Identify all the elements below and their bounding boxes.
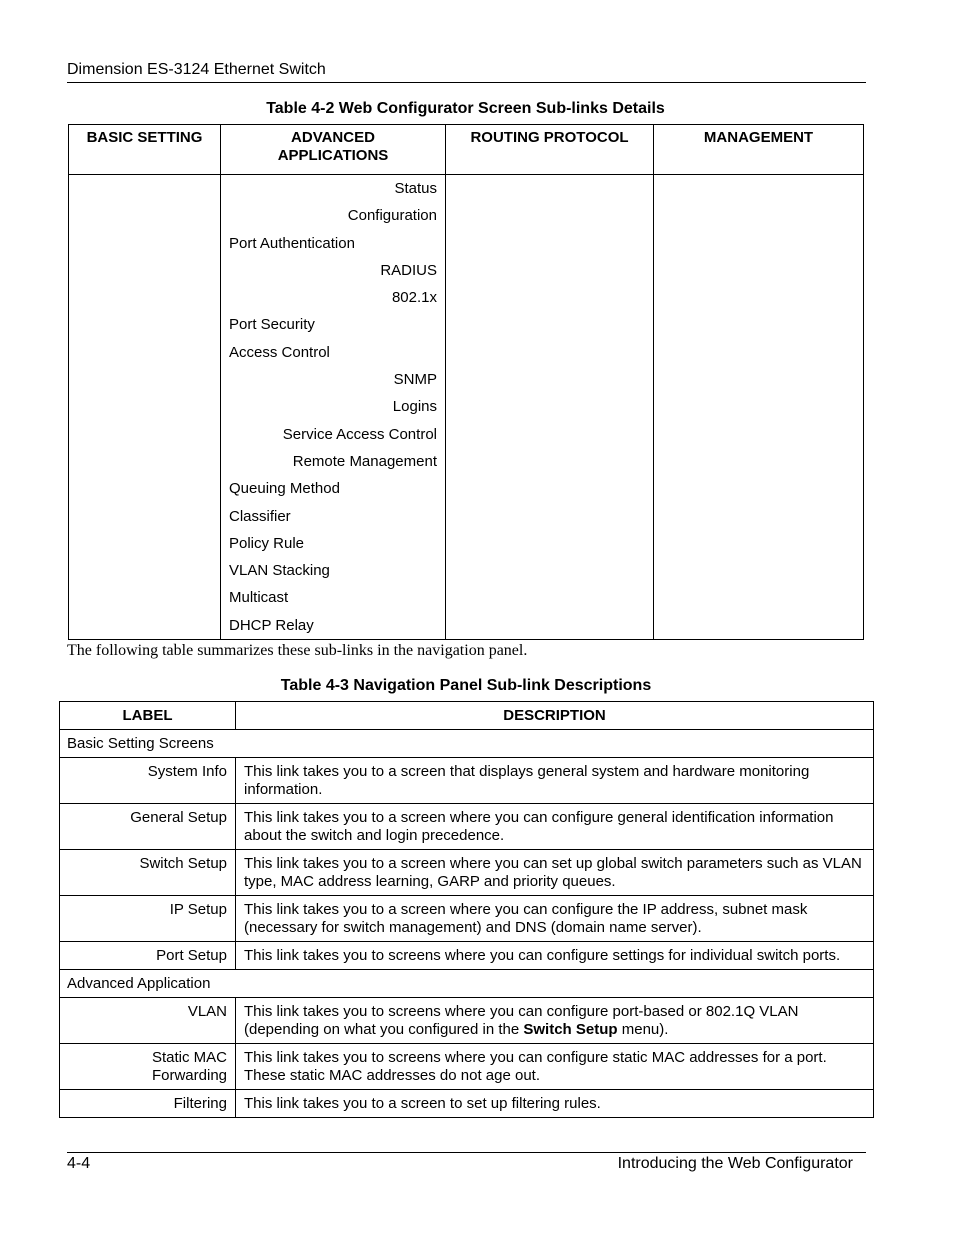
advanced-item: Port Security (229, 316, 315, 334)
table-4-3-caption: Table 4-3 Navigation Panel Sub-link Descriptions (280, 677, 652, 694)
table-row (60, 758, 874, 804)
row-description (236, 998, 874, 1044)
description-text: This link takes you to a screen to set up filtering rules. (244, 1095, 601, 1112)
col-management: MANAGEMENT (654, 125, 864, 175)
row-description (236, 1090, 874, 1118)
advanced-items-list (221, 175, 445, 639)
advanced-item: Port Authentication (229, 234, 355, 252)
intro-paragraph: The following table summarizes these sub-links in the navigation panel. (67, 642, 528, 659)
page-header (67, 60, 866, 83)
advanced-item: 802.1x (391, 289, 437, 307)
advanced-item: Queuing Method (229, 480, 340, 498)
col-basic-setting: BASIC SETTING (69, 125, 221, 175)
section-label: Advanced Application (60, 970, 874, 998)
advanced-applications-cell (221, 175, 446, 640)
row-label: General Setup (60, 804, 236, 850)
advanced-item: VLAN Stacking (229, 562, 330, 580)
description-text: This link takes you to a screen where you can configure the IP address, subnet mask (necessary for switch management) and DNS (domain name server). (244, 901, 808, 936)
table-row (60, 998, 874, 1044)
description-text: This link takes you to a screen where you can set up global switch parameters such as VLAN type, MAC address learning, GARP and priority queues. (244, 855, 862, 890)
management-cell (654, 175, 864, 640)
routing-protocol-cell (446, 175, 654, 640)
chapter-title: Introducing the Web Configurator (617, 1155, 853, 1172)
col-routing-protocol: ROUTING PROTOCOL (446, 125, 654, 175)
row-label: IP Setup (60, 896, 236, 942)
description-bold-text: Switch Setup (523, 1021, 618, 1038)
page-number: 4-4 (67, 1155, 91, 1172)
description-text-after: menu). (617, 1021, 669, 1038)
description-text: This link takes you to screens where you can configure settings for individual switch ports. (244, 947, 841, 964)
table-row (60, 896, 874, 942)
row-label: VLAN (60, 998, 236, 1044)
advanced-item: Service Access Control (282, 425, 437, 443)
col-description: DESCRIPTION (236, 702, 874, 730)
advanced-item: Status (394, 180, 437, 197)
description-text: This link takes you to screens where you can configure port-based or 802.1Q VLAN (depending on what you configured in the (244, 1003, 799, 1038)
advanced-item: Access Control (229, 343, 330, 361)
description-text: This link takes you to a screen where you can configure general identification information about the switch and login precedence. (244, 809, 834, 844)
table-row (60, 850, 874, 896)
row-description (236, 1044, 874, 1090)
advanced-item: SNMP (393, 371, 437, 389)
advanced-item: RADIUS (380, 261, 437, 279)
advanced-item: Logins (392, 398, 437, 416)
advanced-item: Classifier (229, 507, 291, 525)
row-label: Filtering (60, 1090, 236, 1118)
table-header-row (69, 125, 864, 175)
table-row (60, 942, 874, 970)
table-row (60, 1090, 874, 1118)
row-label: Port Setup (60, 942, 236, 970)
table-header-row (60, 702, 874, 730)
table-row (60, 804, 874, 850)
description-text: This link takes you to screens where you can configure static MAC addresses for a port. These static MAC addresses do not age out. (244, 1049, 827, 1084)
description-text: This link takes you to a screen that displays general system and hardware monitoring information. (244, 763, 810, 798)
row-label: Static MAC Forwarding (60, 1044, 236, 1090)
advanced-item: Configuration (347, 207, 437, 225)
section-row (60, 730, 874, 758)
row-description (236, 850, 874, 896)
col-label: LABEL (60, 702, 236, 730)
row-label: System Info (60, 758, 236, 804)
row-description (236, 896, 874, 942)
navigation-descriptions-table (59, 701, 874, 1118)
section-row (60, 970, 874, 998)
page-footer (67, 1152, 866, 1177)
advanced-item: Policy Rule (229, 534, 305, 552)
row-description (236, 758, 874, 804)
row-label: Switch Setup (60, 850, 236, 896)
advanced-item: Multicast (229, 589, 289, 607)
table-4-2-caption: Table 4-2 Web Configurator Screen Sub-links Details (266, 100, 665, 117)
row-description (236, 942, 874, 970)
sub-links-table (68, 124, 864, 640)
basic-setting-cell (69, 175, 221, 640)
table-row (60, 1044, 874, 1090)
advanced-item: Remote Management (292, 452, 437, 470)
col-advanced-applications: ADVANCED APPLICATIONS (221, 125, 446, 175)
header-title: Dimension ES-3124 Ethernet Switch (67, 61, 326, 78)
advanced-item: DHCP Relay (229, 616, 314, 634)
section-label: Basic Setting Screens (60, 730, 874, 758)
row-description (236, 804, 874, 850)
table-body-row (69, 175, 864, 640)
